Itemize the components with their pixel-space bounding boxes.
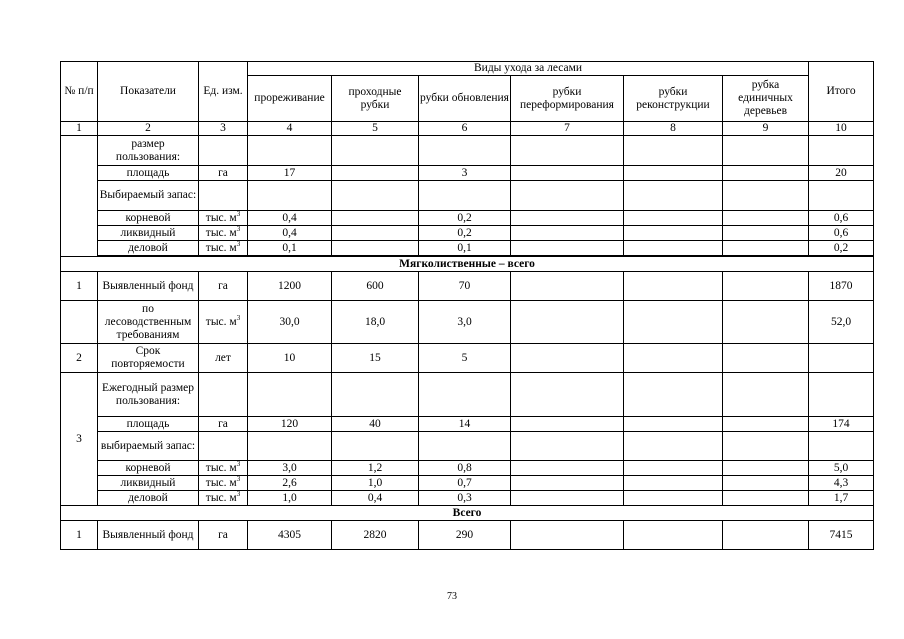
unit-cell: га <box>199 272 248 301</box>
table-row <box>61 417 874 432</box>
value-cell: 1,0 <box>332 476 419 491</box>
header-care-type: рубка единичных деревьев <box>723 76 809 122</box>
header-unit: Ед. изм. <box>199 62 248 122</box>
row-label: корневой <box>98 211 199 226</box>
value-cell: 70 <box>419 272 511 301</box>
table-row <box>61 181 874 211</box>
value-cell: 15 <box>332 344 419 373</box>
unit-cell: тыс. $м^3$ <box>199 461 248 476</box>
row-label: по лесоводственным требованиям <box>98 301 199 344</box>
value-cell: 0,2 <box>419 226 511 241</box>
row-label: выбираемый запас: <box>98 432 199 461</box>
value-cell: 0,1 <box>419 241 511 256</box>
header-care-type: проходные рубки <box>332 76 419 122</box>
value-cell: 0,4 <box>248 226 332 241</box>
row-num: 1 <box>61 521 98 550</box>
section-title: Всего <box>61 506 874 521</box>
value-cell: 5 <box>419 344 511 373</box>
value-cell: 600 <box>332 272 419 301</box>
header-care-type: рубки переформирования <box>511 76 624 122</box>
total-cell: 1,7 <box>809 491 874 506</box>
column-number: 6 <box>419 122 511 136</box>
value-cell: 2,6 <box>248 476 332 491</box>
total-cell: 0,6 <box>809 226 874 241</box>
header-care-type: рубки реконструкции <box>624 76 723 122</box>
value-cell: 1,0 <box>248 491 332 506</box>
value-cell: 3,0 <box>248 461 332 476</box>
row-label: Выявленный фонд <box>98 521 199 550</box>
unit-cell: тыс. $м^3$ <box>199 226 248 241</box>
value-cell: 3,0 <box>419 301 511 344</box>
page-number: 73 <box>447 591 457 602</box>
row-num: 3 <box>61 373 98 506</box>
row-label: корневой <box>98 461 199 476</box>
unit-cell: тыс. $м^3$ <box>199 491 248 506</box>
row-label: Ежегодный размер пользования: <box>98 373 199 417</box>
value-cell: 120 <box>248 417 332 432</box>
value-cell: 0,8 <box>419 461 511 476</box>
total-cell: 7415 <box>809 521 874 550</box>
value-cell: 18,0 <box>332 301 419 344</box>
value-cell: 0,7 <box>419 476 511 491</box>
column-number: 10 <box>809 122 874 136</box>
unit-cell: га <box>199 521 248 550</box>
value-cell: 0,2 <box>419 211 511 226</box>
table-row <box>61 476 874 491</box>
total-cell: 4,3 <box>809 476 874 491</box>
table-row <box>61 461 874 476</box>
row-num: 1 <box>61 272 98 301</box>
unit-cell: тыс. $м^3$ <box>199 476 248 491</box>
section-title: Мягколиственные – всего <box>61 257 874 272</box>
row-label: ликвидный <box>98 476 199 491</box>
section-row <box>61 506 874 521</box>
row-num-empty <box>61 136 98 257</box>
table-row <box>61 521 874 550</box>
column-numbers-row <box>61 122 874 136</box>
row-label: площадь <box>98 417 199 432</box>
column-number: 4 <box>248 122 332 136</box>
header-care-type: рубки обновления <box>419 76 511 122</box>
total-cell: 20 <box>809 166 874 181</box>
unit-cell: тыс. $м^3$ <box>199 301 248 344</box>
header-num: № п/п <box>61 62 98 122</box>
table-row <box>61 344 874 373</box>
row-label: площадь <box>98 166 199 181</box>
header-total: Итого <box>809 62 874 122</box>
value-cell: 1200 <box>248 272 332 301</box>
column-number: 8 <box>624 122 723 136</box>
row-label: деловой <box>98 491 199 506</box>
table-row <box>61 136 874 166</box>
column-number: 1 <box>61 122 98 136</box>
total-cell: 0,6 <box>809 211 874 226</box>
value-cell: 17 <box>248 166 332 181</box>
column-number: 3 <box>199 122 248 136</box>
table-row <box>61 272 874 301</box>
unit-cell: га <box>199 417 248 432</box>
table-row <box>61 166 874 181</box>
row-label: Срок повторяемости <box>98 344 199 373</box>
column-number: 2 <box>98 122 199 136</box>
table-row <box>61 373 874 417</box>
value-cell: 290 <box>419 521 511 550</box>
section-row <box>61 257 874 272</box>
header-care-types-group: Виды ухода за лесами <box>248 62 809 76</box>
table-row <box>61 491 874 506</box>
total-cell: 52,0 <box>809 301 874 344</box>
value-cell: 10 <box>248 344 332 373</box>
value-cell: 1,2 <box>332 461 419 476</box>
value-cell: 14 <box>419 417 511 432</box>
unit-cell: тыс. $м^3$ <box>199 241 248 256</box>
row-label: Выбираемый запас: <box>98 181 199 211</box>
value-cell: 4305 <box>248 521 332 550</box>
value-cell: 2820 <box>332 521 419 550</box>
value-cell: 0,3 <box>419 491 511 506</box>
table-row <box>61 301 874 344</box>
row-num: 2 <box>61 344 98 373</box>
table-row <box>61 226 874 241</box>
table-row <box>61 211 874 226</box>
total-cell: 0,2 <box>809 241 874 256</box>
row-label: размер пользования: <box>98 136 199 166</box>
total-cell: 1870 <box>809 272 874 301</box>
value-cell: 40 <box>332 417 419 432</box>
value-cell: 3 <box>419 166 511 181</box>
table-row <box>61 432 874 461</box>
value-cell: 30,0 <box>248 301 332 344</box>
table-row <box>61 241 874 256</box>
header-care-type: прореживание <box>248 76 332 122</box>
value-cell: 0,1 <box>248 241 332 256</box>
row-label: ликвидный <box>98 226 199 241</box>
unit-cell: тыс. $м^3$ <box>199 211 248 226</box>
total-cell: 5,0 <box>809 461 874 476</box>
row-label: деловой <box>98 241 199 256</box>
header-indicators: Показатели <box>98 62 199 122</box>
total-cell: 174 <box>809 417 874 432</box>
column-number: 7 <box>511 122 624 136</box>
forest-care-table <box>60 61 874 550</box>
column-number: 5 <box>332 122 419 136</box>
unit-cell: лет <box>199 344 248 373</box>
row-label: Выявленный фонд <box>98 272 199 301</box>
value-cell: 0,4 <box>248 211 332 226</box>
column-number: 9 <box>723 122 809 136</box>
unit-cell: га <box>199 166 248 181</box>
value-cell: 0,4 <box>332 491 419 506</box>
